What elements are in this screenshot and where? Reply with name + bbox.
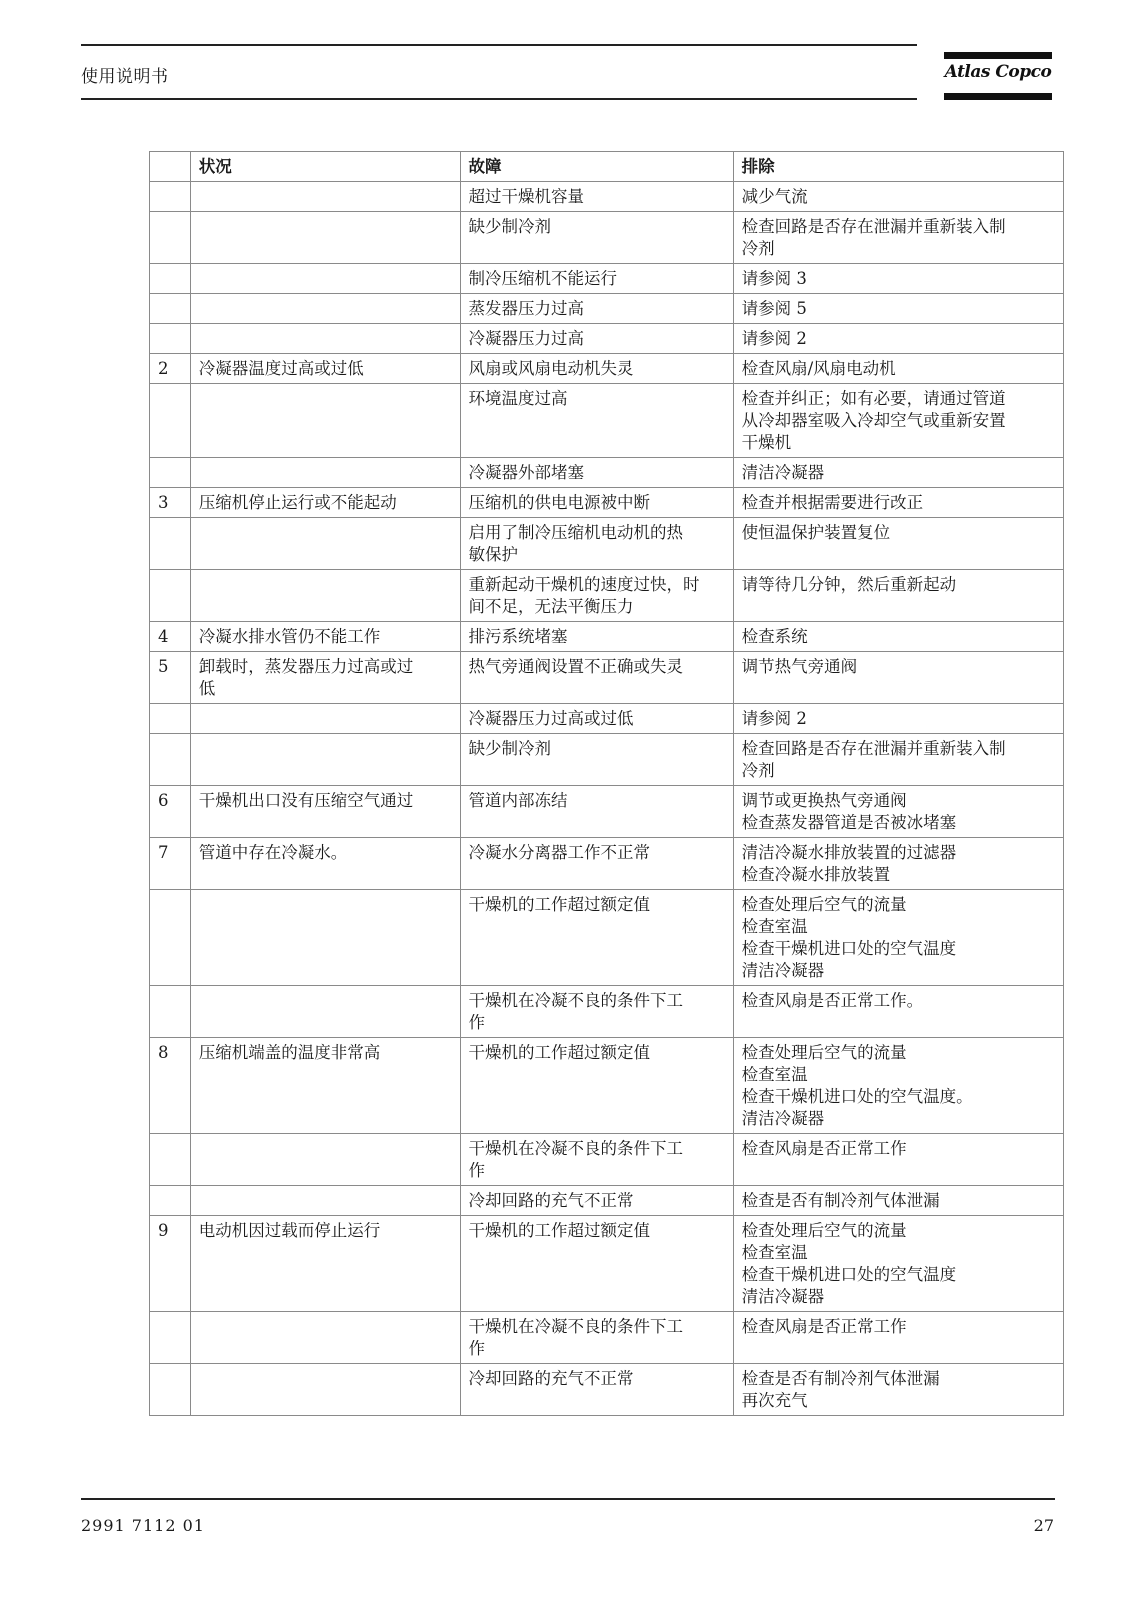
- cell-fault: 缺少制冷剂: [460, 734, 733, 786]
- cell-fault: 冷却回路的充气不正常: [460, 1364, 733, 1416]
- header-condition: 状况: [190, 152, 460, 182]
- cell-fault: 冷凝器压力过高: [460, 324, 733, 354]
- cell-fault: 蒸发器压力过高: [460, 294, 733, 324]
- table-row: [150, 838, 1064, 890]
- table-row: [150, 570, 1064, 622]
- cell-fault: 干燥机的工作超过额定值: [460, 1038, 733, 1134]
- cell-remedy: 调节或更换热气旁通阀 检查蒸发器管道是否被冰堵塞: [733, 786, 1063, 838]
- header-rule-bottom: [81, 98, 917, 100]
- cell-number: [150, 890, 191, 986]
- cell-fault: 排污系统堵塞: [460, 622, 733, 652]
- cell-remedy: 请参阅 2: [733, 324, 1063, 354]
- brand-logo: [944, 52, 1052, 100]
- cell-remedy: 检查处理后空气的流量 检查室温 检查干燥机进口处的空气温度 清洁冷凝器: [733, 1216, 1063, 1312]
- table-row: [150, 1364, 1064, 1416]
- table-row: [150, 458, 1064, 488]
- cell-remedy: 检查并纠正；如有必要，请通过管道 从冷却器室吸入冷却空气或重新安置 干燥机: [733, 384, 1063, 458]
- cell-condition: [190, 458, 460, 488]
- table-row: [150, 488, 1064, 518]
- cell-remedy: 减少气流: [733, 182, 1063, 212]
- table-row: [150, 652, 1064, 704]
- cell-remedy: 检查处理后空气的流量 检查室温 检查干燥机进口处的空气温度 清洁冷凝器: [733, 890, 1063, 986]
- cell-number: 8: [150, 1038, 191, 1134]
- cell-condition: [190, 734, 460, 786]
- cell-number: [150, 384, 191, 458]
- cell-remedy: 检查系统: [733, 622, 1063, 652]
- cell-condition: [190, 570, 460, 622]
- cell-condition: 电动机因过载而停止运行: [190, 1216, 460, 1312]
- cell-number: 6: [150, 786, 191, 838]
- cell-number: [150, 986, 191, 1038]
- cell-fault: 干燥机的工作超过额定值: [460, 1216, 733, 1312]
- cell-fault: 环境温度过高: [460, 384, 733, 458]
- cell-condition: 冷凝器温度过高或过低: [190, 354, 460, 384]
- cell-remedy: 请参阅 5: [733, 294, 1063, 324]
- cell-fault: 干燥机在冷凝不良的条件下工 作: [460, 986, 733, 1038]
- cell-condition: [190, 384, 460, 458]
- header-rule-top: [81, 44, 917, 46]
- table-row: [150, 786, 1064, 838]
- cell-fault: 重新起动干燥机的速度过快，时 间不足，无法平衡压力: [460, 570, 733, 622]
- cell-remedy: 检查是否有制冷剂气体泄漏: [733, 1186, 1063, 1216]
- cell-remedy: 请等待几分钟，然后重新起动: [733, 570, 1063, 622]
- cell-remedy: 检查风扇/风扇电动机: [733, 354, 1063, 384]
- cell-condition: [190, 1134, 460, 1186]
- cell-fault: 冷凝器外部堵塞: [460, 458, 733, 488]
- troubleshooting-table: [149, 151, 1064, 1416]
- cell-number: [150, 570, 191, 622]
- cell-number: 5: [150, 652, 191, 704]
- logo-bar-bottom: [944, 93, 1052, 100]
- cell-condition: [190, 324, 460, 354]
- cell-number: [150, 704, 191, 734]
- cell-remedy: 调节热气旁通阀: [733, 652, 1063, 704]
- cell-fault: 制冷压缩机不能运行: [460, 264, 733, 294]
- table-row: [150, 264, 1064, 294]
- table-row: [150, 354, 1064, 384]
- table-row: [150, 212, 1064, 264]
- cell-remedy: 检查风扇是否正常工作。: [733, 986, 1063, 1038]
- cell-condition: [190, 986, 460, 1038]
- logo-wordmark: Atlas Copco: [944, 62, 1052, 82]
- table-row: [150, 622, 1064, 652]
- cell-condition: 卸载时，蒸发器压力过高或过 低: [190, 652, 460, 704]
- cell-remedy: 清洁冷凝水排放装置的过滤器 检查冷凝水排放装置: [733, 838, 1063, 890]
- table-row: [150, 518, 1064, 570]
- cell-remedy: 使恒温保护装置复位: [733, 518, 1063, 570]
- cell-condition: [190, 264, 460, 294]
- cell-condition: 压缩机停止运行或不能起动: [190, 488, 460, 518]
- cell-remedy: 检查风扇是否正常工作: [733, 1312, 1063, 1364]
- header-fault: 故障: [460, 152, 733, 182]
- cell-remedy: 清洁冷凝器: [733, 458, 1063, 488]
- header-number: [150, 152, 191, 182]
- cell-remedy: 请参阅 2: [733, 704, 1063, 734]
- table-row: [150, 384, 1064, 458]
- cell-fault: 压缩机的供电电源被中断: [460, 488, 733, 518]
- cell-number: [150, 212, 191, 264]
- header-remedy: 排除: [733, 152, 1063, 182]
- cell-number: [150, 734, 191, 786]
- cell-number: [150, 518, 191, 570]
- table-row: [150, 294, 1064, 324]
- cell-remedy: 检查处理后空气的流量 检查室温 检查干燥机进口处的空气温度。 清洁冷凝器: [733, 1038, 1063, 1134]
- table-row: [150, 986, 1064, 1038]
- cell-remedy: 请参阅 3: [733, 264, 1063, 294]
- cell-fault: 冷却回路的充气不正常: [460, 1186, 733, 1216]
- cell-condition: 管道中存在冷凝水。: [190, 838, 460, 890]
- cell-number: 3: [150, 488, 191, 518]
- cell-remedy: 检查是否有制冷剂气体泄漏 再次充气: [733, 1364, 1063, 1416]
- table-row: [150, 1134, 1064, 1186]
- cell-remedy: 检查回路是否存在泄漏并重新装入制 冷剂: [733, 734, 1063, 786]
- table-row: [150, 890, 1064, 986]
- cell-number: [150, 458, 191, 488]
- cell-remedy: 检查回路是否存在泄漏并重新装入制 冷剂: [733, 212, 1063, 264]
- cell-number: [150, 1134, 191, 1186]
- cell-condition: 干燥机出口没有压缩空气通过: [190, 786, 460, 838]
- table-row: [150, 182, 1064, 212]
- cell-condition: [190, 518, 460, 570]
- cell-number: [150, 1186, 191, 1216]
- cell-fault: 管道内部冻结: [460, 786, 733, 838]
- cell-fault: 冷凝水分离器工作不正常: [460, 838, 733, 890]
- cell-fault: 干燥机在冷凝不良的条件下工 作: [460, 1134, 733, 1186]
- footer-rule: [81, 1498, 1055, 1500]
- cell-number: [150, 264, 191, 294]
- table-row: [150, 704, 1064, 734]
- cell-fault: 冷凝器压力过高或过低: [460, 704, 733, 734]
- cell-condition: 冷凝水排水管仍不能工作: [190, 622, 460, 652]
- table-header-row: [150, 152, 1064, 182]
- page-title: 使用说明书: [81, 67, 169, 87]
- cell-condition: [190, 294, 460, 324]
- cell-condition: [190, 212, 460, 264]
- cell-fault: 缺少制冷剂: [460, 212, 733, 264]
- cell-fault: 风扇或风扇电动机失灵: [460, 354, 733, 384]
- table-row: [150, 734, 1064, 786]
- page-number: 27: [1033, 1516, 1054, 1535]
- logo-bar-top: [944, 52, 1052, 59]
- cell-number: [150, 324, 191, 354]
- cell-number: 9: [150, 1216, 191, 1312]
- cell-fault: 干燥机的工作超过额定值: [460, 890, 733, 986]
- cell-condition: [190, 704, 460, 734]
- table-row: [150, 1216, 1064, 1312]
- cell-fault: 超过干燥机容量: [460, 182, 733, 212]
- cell-number: [150, 182, 191, 212]
- cell-fault: 热气旁通阀设置不正确或失灵: [460, 652, 733, 704]
- cell-condition: [190, 182, 460, 212]
- table-row: [150, 1186, 1064, 1216]
- table-body: [150, 182, 1064, 1416]
- cell-condition: [190, 1364, 460, 1416]
- table-row: [150, 324, 1064, 354]
- cell-condition: [190, 1312, 460, 1364]
- table-row: [150, 1312, 1064, 1364]
- cell-condition: [190, 890, 460, 986]
- cell-remedy: 检查风扇是否正常工作: [733, 1134, 1063, 1186]
- cell-number: 7: [150, 838, 191, 890]
- cell-fault: 干燥机在冷凝不良的条件下工 作: [460, 1312, 733, 1364]
- cell-number: [150, 294, 191, 324]
- table-row: [150, 1038, 1064, 1134]
- cell-number: [150, 1312, 191, 1364]
- cell-remedy: 检查并根据需要进行改正: [733, 488, 1063, 518]
- cell-number: 2: [150, 354, 191, 384]
- cell-fault: 启用了制冷压缩机电动机的热 敏保护: [460, 518, 733, 570]
- cell-condition: 压缩机端盖的温度非常高: [190, 1038, 460, 1134]
- cell-number: 4: [150, 622, 191, 652]
- cell-number: [150, 1364, 191, 1416]
- document-code: 2991 7112 01: [81, 1516, 205, 1535]
- cell-condition: [190, 1186, 460, 1216]
